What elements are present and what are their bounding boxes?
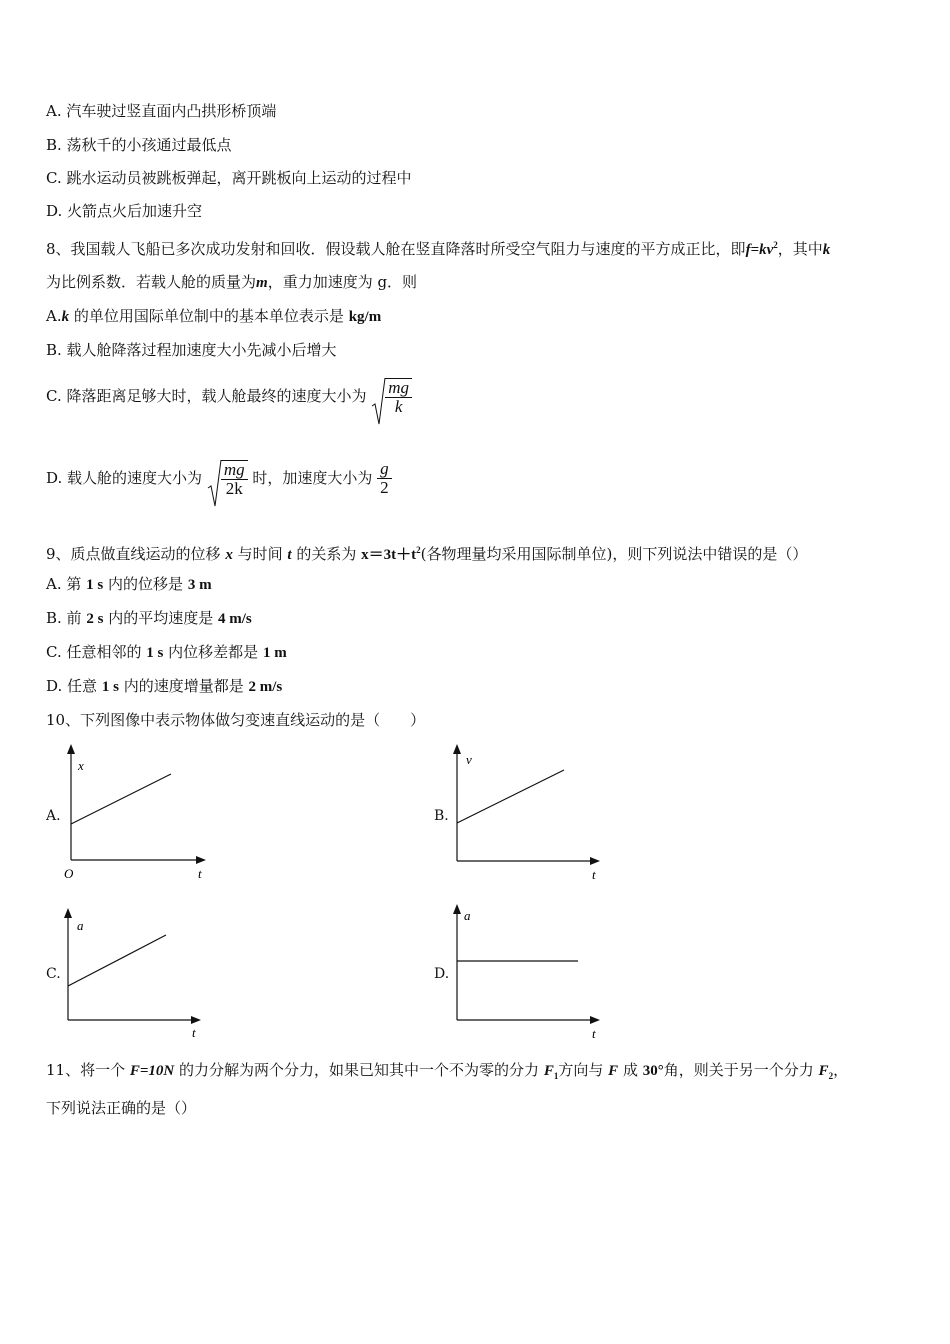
q10-graph-d [444, 898, 614, 1043]
q7-option-a: A. 汽车驶过竖直面内凸拱形桥顶端 [46, 102, 277, 120]
sqrt-mg-over-2k: $\frac{mg}{2k}$ [207, 458, 248, 498]
q9-equation: $x=3t+t^2$ [361, 545, 421, 563]
q8-stem-line1: 8、我国载人飞船已多次成功发射和回收．假设载人舱在竖直降落时所受空气阻力与速度的平方成正比，即$f=kv^2$，其中k [46, 240, 831, 258]
q8-option-a: A.k 的单位用国际单位制中的基本单位表示是 kg/m [46, 307, 382, 325]
y-axis-label: a [77, 918, 84, 933]
q8-option-c: C. 降落距离足够大时，载人舱最终的速度大小为 $\frac{mg}{k}$ [46, 376, 412, 426]
radical-icon [207, 458, 223, 508]
radical-icon [371, 376, 387, 426]
graph-line [457, 770, 564, 823]
q8-stem-line2: 为比例系数．若载人舱的质量为m，重力加速度为 g．则 [46, 273, 418, 291]
x-axis-label: t [198, 866, 202, 881]
q7-option-d: D. 火箭点火后加速升空 [46, 202, 203, 220]
fraction-g-over-2: $\frac{g}{2}$ [377, 460, 392, 497]
q10-stem: 10、下列图像中表示物体做匀变速直线运动的是（ ） [46, 711, 426, 729]
q10-graph-c-label: C. [46, 966, 61, 982]
y-axis-arrow-icon [67, 744, 75, 754]
x-axis-arrow-icon [196, 856, 206, 864]
q10-graph-a [58, 742, 218, 882]
q10-graph-d-label: D. [434, 966, 450, 982]
q10-graph-b-label: B. [434, 808, 449, 824]
y-axis-label: x [78, 758, 84, 773]
y-axis-arrow-icon [453, 904, 461, 914]
q10-graph-c [55, 904, 215, 1044]
y-axis-label: v [466, 752, 472, 767]
sqrt-mg-over-k: $\frac{mg}{k}$ [371, 376, 412, 416]
x-axis-label: t [592, 867, 596, 882]
q8-option-d: D. 载人舱的速度大小为 $\frac{mg}{2k}$ 时，加速度大小为 $\frac{g}{2}$ [46, 458, 392, 510]
graph-line [68, 935, 166, 986]
q7-option-b: B. 荡秋千的小孩通过最低点 [46, 136, 232, 154]
q10-graph-a-label: A. [46, 808, 61, 824]
x-axis-label: t [192, 1025, 196, 1040]
graph-line [71, 774, 171, 824]
x-axis-arrow-icon [590, 1016, 600, 1024]
q9-option-d: D. 任意 1 s 内的速度增量都是 2 m/s [46, 677, 283, 695]
y-axis-arrow-icon [64, 908, 72, 918]
y-axis-arrow-icon [453, 744, 461, 754]
q9-option-b: B. 前 2 s 内的平均速度是 4 m/s [46, 609, 252, 627]
y-axis-label: a [464, 908, 471, 923]
q9-option-c: C. 任意相邻的 1 s 内位移差都是 1 m [46, 643, 287, 661]
q9-stem: 9、质点做直线运动的位移 x 与时间 t 的关系为 $x=3t+t^2$(各物理量均采用国际制单位)，则下列说法中错误的是（） [46, 545, 808, 563]
x-axis-arrow-icon [191, 1016, 201, 1024]
q9-option-a: A. 第 1 s 内的位移是 3 m [46, 575, 212, 593]
q8-option-b: B. 载人舱降落过程加速度大小先减小后增大 [46, 341, 337, 359]
x-axis-arrow-icon [590, 857, 600, 865]
x-axis-label: t [592, 1026, 596, 1041]
q11-stem-line2: 下列说法正确的是（） [46, 1099, 197, 1117]
q7-option-c: C. 跳水运动员被跳板弹起，离开跳板向上运动的过程中 [46, 169, 412, 187]
q8-formula: f=kv [745, 242, 774, 258]
origin-label: O [64, 866, 74, 881]
q10-graph-b [444, 740, 614, 885]
q11-stem-line1: 11、将一个 F=10N 的力分解为两个分力，如果已知其中一个不为零的分力 $F_1$方向与 F 成 30°角，则关于另一个分力 $F_2$， [46, 1061, 849, 1081]
